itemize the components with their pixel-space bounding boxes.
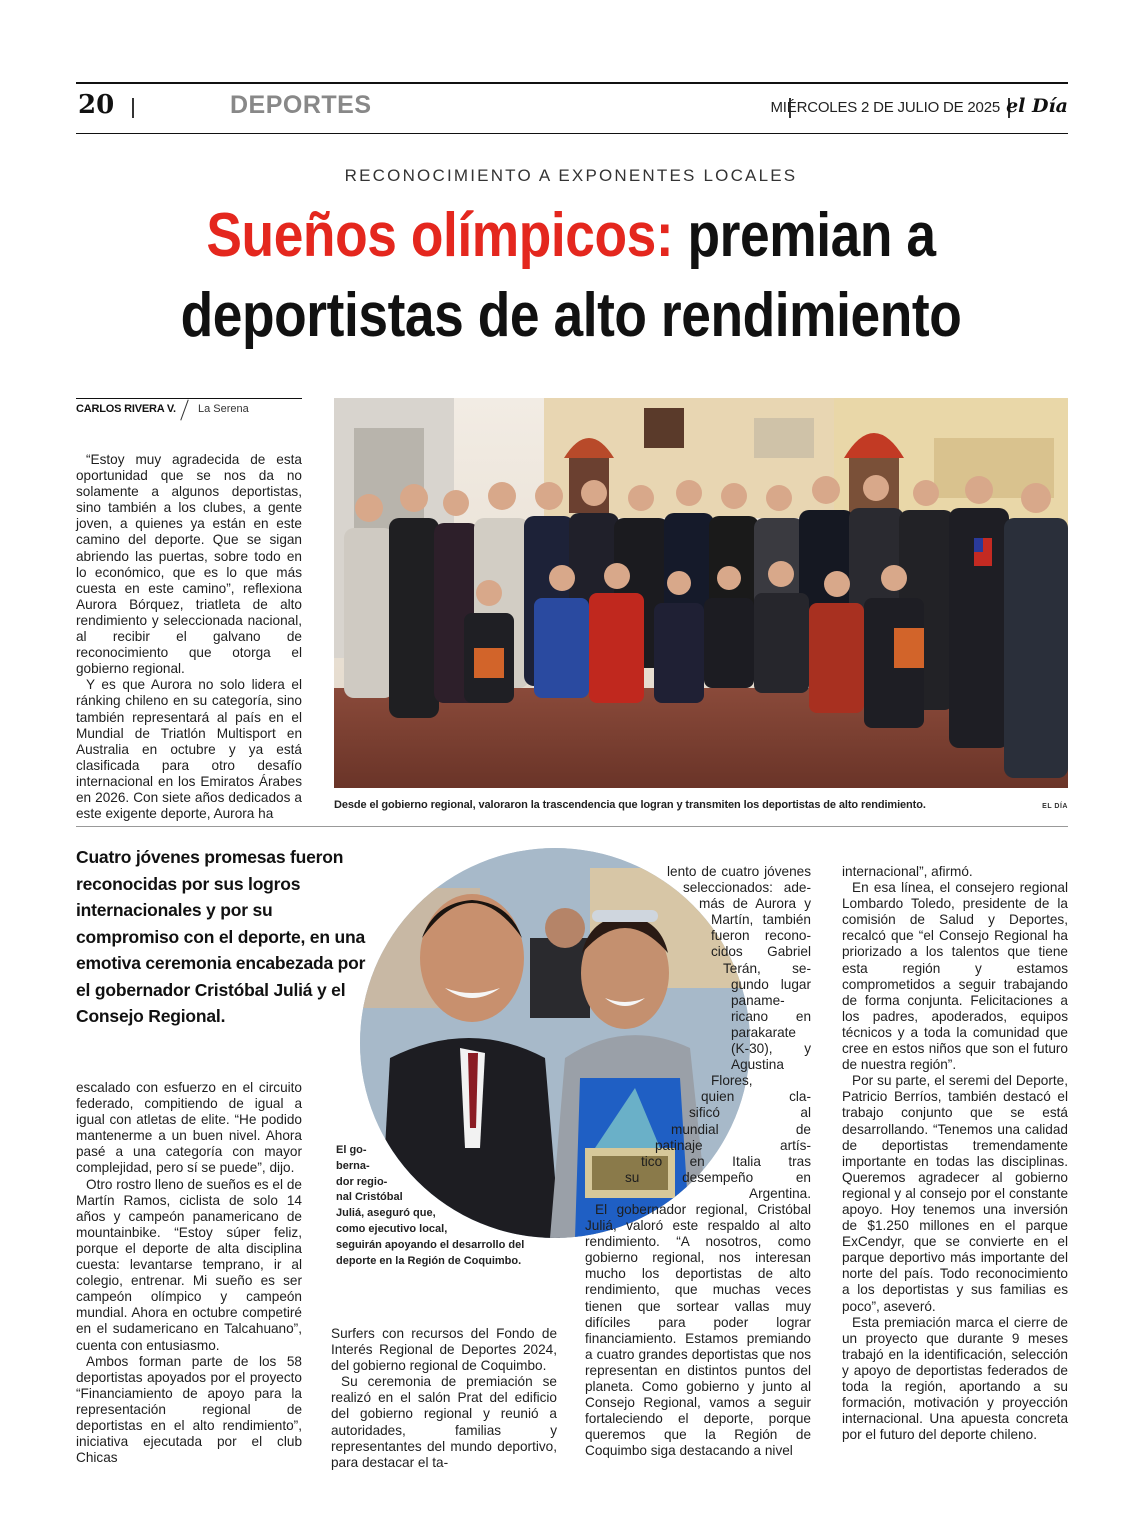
body-column-3 — [585, 864, 811, 1459]
wrapped-line: Argentina. — [749, 1185, 811, 1201]
wrapped-line: mundial de — [671, 1121, 811, 1137]
caption-line: seguirán apoyando el desarrollo del — [336, 1238, 525, 1251]
wrapped-line: más de Aurora y — [699, 896, 811, 912]
wrapped-line: Terán, se- — [723, 960, 811, 976]
wrapped-line: Flores, — [711, 1073, 753, 1089]
body-paragraph: Y es que Aurora no solo lidera el ránking chileno en su categoría, sino también representará al país en el Mundial de Triatlón Multisport en Australia en octubre y ya está clasificada para otro desafío internacional en los Emiratos Árabes en 2026. Con siete años dedicados a este exigente deporte, Aurora ha — [76, 677, 302, 822]
body-paragraph: En esa línea, el consejero regional Lombardo Toledo, presidente de la comisión de Salud y Deportes, recalcó que “el Consejo Regional ha priorizado a los talentos que tiene esta región y estamos comprometidos a seguir trabajando de forma conjunta. Felicitaciones a los padres, apoderados, equipos técnicos y a toda la comunidad que cree en estos niños que son el futuro de nuestra región”. — [842, 880, 1068, 1073]
byline — [76, 398, 302, 422]
body-paragraph: internacional”, afirmó. — [842, 864, 973, 879]
body-column-4 — [842, 864, 1068, 1443]
body-paragraph: escalado con esfuerzo en el circuito federado, compitiendo de igual a igual con atletas de elite. “He podido mantenerme a un buen nivel. Ahora pasé a una categoría con mayor complejidad, pero sí se puede”, dijo. — [76, 1080, 302, 1176]
body-paragraph: El gobernador regional, Cristóbal Juliá, valoró este respaldo al alto rendimiento. “A nosotros, como gobierno regional, nos interesan mucho los deportistas de alto rendimiento, que muchas veces tienen que sortear vallas muy difíciles para poder lograr financiamiento. Estamos premiando a cuatro grandes deportistas que nos representan en distintos puntos del planeta. Como gobierno y junto al Consejo Regional, vamos a seguir fortaleciendo el deporte, porque queremos que la Región de Coquimbo siga destacando a nivel — [585, 1201, 811, 1459]
body-paragraph: Esta premiación marca el cierre de un proyecto que durante 9 meses trabajó en la identificación, selección y apoyo de deportistas federados de toda la región, aportando a su formación, motivación y proyección internacional. Una apuesta concreta por el futuro del deporte chileno. — [842, 1314, 1068, 1443]
byline-separator — [180, 399, 188, 420]
photo-caption: Desde el gobierno regional, valoraron la trascendencia que logran y transmiten los deportistas de alto rendimiento. — [334, 799, 926, 811]
caption-line: nal Cristóbal — [336, 1191, 403, 1204]
wrapped-line: paname- — [731, 992, 785, 1008]
newspaper-logo: el Día — [1006, 95, 1068, 117]
wrapped-line: Martín, también — [711, 912, 811, 928]
headline-part-1: premian a — [687, 201, 936, 270]
wrapped-line: (K-30), y — [731, 1041, 811, 1057]
wrapped-line: seleccionados: ade- — [683, 880, 811, 896]
header-divider — [132, 98, 134, 118]
kicker: RECONOCIMIENTO A EXPONENTES LOCALES — [344, 166, 798, 185]
wrapped-line: patinaje artís- — [655, 1137, 811, 1153]
body-paragraph: “Estoy muy agradecida de esta oportunidad que se nos da no solamente a algunos deportistas, sino también a los clubes, a gente joven, a quienes ya están en este camino del deporte. Que se sigan abriendo las puertas, sobre todo en lo económico, que es lo que más cuesta en este camino”, reflexiona Aurora Bórquez, triatleta de alto rendimiento y seleccionada nacional, al recibir el galvano de reconocimiento que otorga el gobierno regional. — [76, 452, 302, 677]
article-lead: Cuatro jóvenes promesas fueron reconocidas por sus logros internacionales y por su compromiso con el deporte, en una emotiva ceremonia encabezada por el gobernador Cristóbal Juliá y el Consejo Regional. — [76, 847, 366, 1026]
wrapped-line: gundo lugar — [731, 976, 811, 992]
caption-line: dor regio- — [336, 1175, 388, 1188]
wrapped-line: cidos Gabriel — [711, 944, 811, 960]
wrapped-line: parakarate — [731, 1024, 796, 1040]
body-paragraph: Su ceremonia de premiación se realizó en el salón Prat del edificio del gobierno regional y reunió a autoridades, familias y representantes del mundo deportivo, para destacar el ta- — [331, 1374, 557, 1470]
group-photo-illustration — [334, 398, 1068, 788]
inset-photo-caption — [336, 1143, 536, 1269]
author-name: CARLOS RIVERA V. — [76, 403, 176, 415]
section-name: DEPORTES — [230, 91, 372, 119]
wrapped-line: tico en Italia tras — [641, 1153, 811, 1169]
caption-line: berna- — [336, 1159, 370, 1172]
body-paragraph: Ambos forman parte de los 58 deportistas apoyados por el proyecto “Financiamiento de apoyo para la representación regional de deportistas en el alto rendimiento”, iniciativa ejecutada por el club Chicas — [76, 1353, 302, 1466]
body-paragraph: Por su parte, el seremi del Deporte, Patricio Berríos, también destacó el trabajo conjunto que se está desarrollando. “Tenemos una calidad de deportistas tremendamente importante en todas las disciplinas. Queremos agradecer al gobierno regional y al consejo por el constante apoyo. Hoy tenemos una inversión de $1.250 millones en el parque ExCendyr, que se convierte en el parque deportivo más importante del norte del país. Todo reconocimiento a los deportistas y sus familias es poco”, aseveró. — [842, 1073, 1068, 1314]
body-column-1-bottom — [76, 1080, 302, 1466]
headline-highlight: Sueños olímpicos: — [206, 201, 674, 270]
caption-line: como ejecutivo local, — [336, 1222, 448, 1235]
caption-line: El go- — [336, 1144, 367, 1156]
headline-part-2: deportistas de alto rendimiento — [180, 281, 962, 350]
body-paragraph: Otro rostro lleno de sueños es el de Martín Ramos, ciclista de solo 14 años y campeón panamericano de mountainbike. “Estoy súper feliz, porque el deporte de alta disciplina cuesta: levantarse temprano, ir al colegio, entrenar. Mi sueño es ser campeón olímpico y campeón mundial. Ahora en octubre competiré en el sudamericano en Talcahuano”, cuenta con entusiasmo. — [76, 1176, 302, 1353]
headline — [132, 196, 1011, 356]
body-column-1-top — [76, 452, 302, 822]
body-column-2-bottom — [331, 1326, 557, 1471]
issue-date: MIÉRCOLES 2 DE JULIO DE 2025 — [770, 99, 1000, 116]
caption-line: Juliá, aseguró que, — [336, 1207, 436, 1220]
wrapped-line: sificó al — [689, 1105, 811, 1121]
caption-line: deporte en la Región de Coquimbo. — [336, 1254, 522, 1267]
wrapped-line: ricano en — [731, 1008, 811, 1024]
wrapped-text-block — [585, 864, 811, 1202]
page-header — [76, 82, 1068, 134]
main-photo — [334, 398, 1068, 788]
body-paragraph: Surfers con recursos del Fondo de Interés Regional de Deportes 2024, del gobierno regional de Coquimbo. — [331, 1326, 557, 1374]
photo-credit: EL DÍA — [1042, 803, 1068, 810]
wrapped-line: Agustina — [731, 1057, 784, 1073]
page-number: 20 — [78, 90, 115, 120]
wrapped-line: lento de cuatro jóvenes — [667, 864, 811, 879]
wrapped-line: quien cla- — [701, 1089, 811, 1105]
wrapped-line: su desempeño en — [625, 1169, 811, 1185]
section-divider — [76, 826, 1068, 827]
wrapped-line: fueron recono- — [711, 928, 811, 944]
dateline-location: La Serena — [198, 403, 249, 415]
